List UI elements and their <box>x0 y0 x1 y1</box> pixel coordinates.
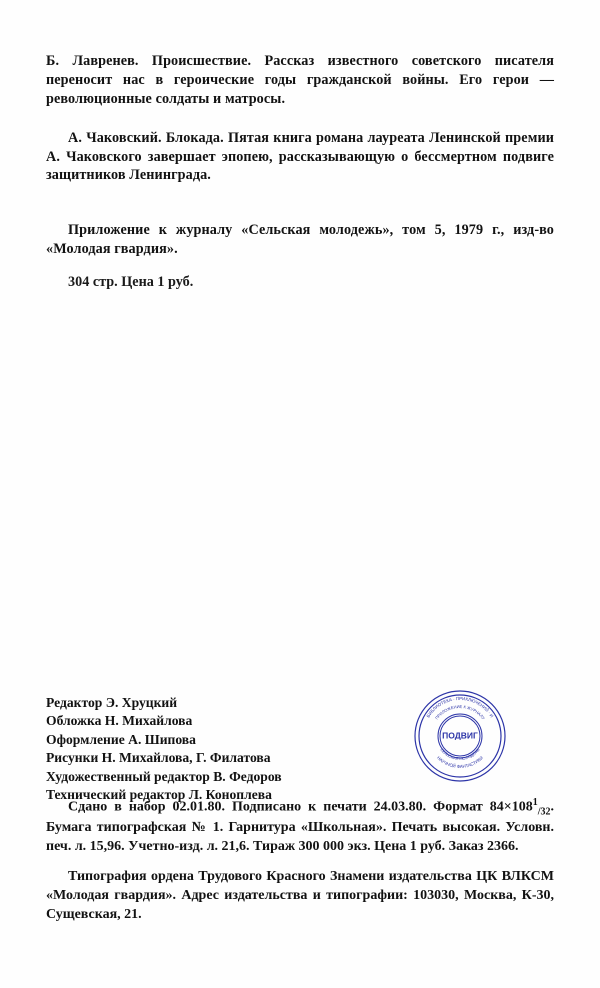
spacer <box>46 199 554 205</box>
stamp-outer-bottom-text: НАУЧНОЙ ФАНТАСТИКИ <box>436 755 484 770</box>
imprint-line-1-part-1: Сдано в набор 02.01.80. Подписано к печати 24.03.80. Формат 84×108 <box>68 799 533 815</box>
imprint-format-numerator: 1 <box>532 797 538 808</box>
credits-block <box>46 694 376 805</box>
stamp-inner-bottom-text: СЕЛЬСКАЯ МОЛОДЕЖЬ <box>439 747 481 762</box>
annotation-paragraph-1 <box>46 52 554 109</box>
imprint-format-denominator: /32 <box>537 806 551 818</box>
credit-cover: Обложка Н. Михайлова <box>46 713 193 729</box>
annotation-text-2: Блокада. Пятая книга романа лауреата Ленинской премии А. Чаковского завершает эпопею, рассказывающую о бессмертном подвиге защитников Ленинграда. <box>46 129 555 184</box>
credit-illustrations: Рисунки Н. Михайлова, Г. Филатова <box>46 750 271 766</box>
publisher-stamp <box>412 688 508 784</box>
annotation-block <box>46 52 554 292</box>
stamp-center-text: ПОДВИГ <box>442 730 478 741</box>
annotation-author-1: Б. Лавренев. <box>46 53 139 69</box>
annotation-author-2: А. Чаковский. <box>68 129 162 146</box>
annotation-paragraph-2 <box>46 129 554 186</box>
credit-design: Оформление А. Шипова <box>46 731 196 747</box>
annotation-text-1: Происшествие. Рассказ известного советского писателя переносит нас в героические годы гражданской войны. Его герои — революционные солдаты и матросы. <box>46 53 554 107</box>
imprint-line-1 <box>46 796 554 856</box>
credit-editor: Редактор Э. Хруцкий <box>46 695 178 710</box>
credit-art-editor: Художественный редактор В. Федоров <box>46 768 282 784</box>
pages-price: 304 стр. Цена 1 руб. <box>68 274 194 290</box>
series-note: Приложение к журналу «Сельская молодежь», том 5, 1979 г., изд-во «Молодая гвардия». <box>46 222 554 258</box>
imprint-line-2: Типография ордена Трудового Красного Знамени издательства ЦК ВЛКСМ «Молодая гвардия». Адрес издательства и типографии: 103030, Москва, К-30, Сущевская, 21. <box>46 869 554 922</box>
imprint-block <box>46 796 554 937</box>
stamp-outer-top-text: БИБЛИОТЕКА · ПРИКЛЮЧЕНИЙ · И <box>425 695 495 719</box>
credit-technical-editor: Технический редактор Л. Коноплева <box>46 787 272 803</box>
imprint-line-1-part-2: . Бумага типографская № 1. Гарнитура «Школьная». Печать высокая. Условн. печ. л. 15,96. Учетно-изд. л. 21,6. Тираж 300 000 экз. Цена 1 руб. Заказ 2366. <box>46 799 554 854</box>
stamp-inner-top-text: ПРИЛОЖЕНИЕ К ЖУРНАЛУ <box>433 703 487 721</box>
